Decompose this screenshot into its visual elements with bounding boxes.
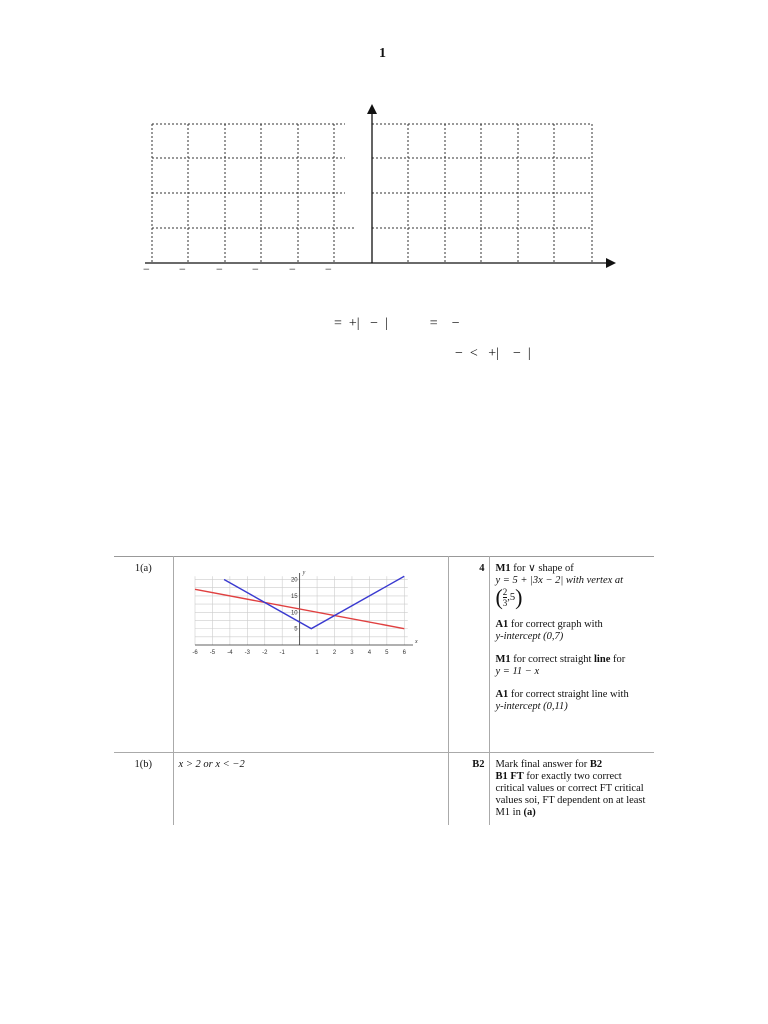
guidance-bold-word: line bbox=[594, 654, 611, 665]
x-tick-label: 3 bbox=[349, 650, 354, 656]
series-line bbox=[224, 576, 404, 628]
guidance-text: Mark final answer for bbox=[495, 759, 588, 770]
x-axis-arrow bbox=[606, 258, 616, 268]
y-tick-label: 15 bbox=[290, 593, 298, 600]
mark-code: B2 bbox=[589, 759, 603, 770]
guidance-reference: (a) bbox=[523, 807, 536, 818]
x-tick-label: 2 bbox=[332, 650, 336, 656]
x-tick-label: -5 bbox=[209, 650, 215, 656]
y-axis-label: y bbox=[302, 570, 305, 576]
guidance-expression: y-intercept (0,11) bbox=[495, 701, 568, 712]
x-axis-label: x bbox=[414, 639, 418, 645]
guidance-text: for correct graph with bbox=[510, 619, 603, 630]
answer-cell: x > 2 or x < −2 bbox=[173, 753, 449, 826]
x-tick-label: 1 bbox=[314, 650, 319, 656]
x-tick-label: 6 bbox=[402, 650, 406, 656]
mark-code: B1 FT bbox=[495, 771, 524, 782]
guidance-text: for correct straight line with bbox=[510, 689, 629, 700]
mark-code: M1 bbox=[495, 654, 511, 665]
mark-scheme-table bbox=[114, 556, 654, 825]
guidance-text: for ∨ shape of bbox=[513, 563, 574, 574]
point-rest: ,5 bbox=[507, 591, 516, 603]
mark-code: A1 bbox=[495, 619, 509, 630]
guidance-cell bbox=[490, 557, 654, 753]
table-row bbox=[114, 753, 654, 826]
x-tick-label: -4 bbox=[226, 650, 233, 656]
part-cell: 1(a) bbox=[114, 557, 173, 753]
guidance-text: for exactly two correct critical values or correct FT critical values soi, FT dependent on at least M1 in bbox=[495, 771, 646, 818]
vertex-point: $(\frac{2}{3},5)$ bbox=[495, 584, 523, 610]
x-tick-label: − bbox=[143, 262, 150, 276]
x-tick-label: 5 bbox=[384, 650, 389, 656]
mark-cell: 4 bbox=[449, 557, 490, 753]
guidance-item bbox=[495, 689, 649, 713]
mark-code: M1 bbox=[495, 563, 511, 574]
table-row bbox=[114, 557, 654, 753]
question-equation-line: = +| − | = − bbox=[334, 316, 460, 331]
guidance-item bbox=[495, 619, 649, 643]
guidance-expression: y = 5 + |3x − 2| with vertex at bbox=[495, 575, 624, 586]
x-tick-label: − bbox=[325, 262, 332, 276]
fraction-denominator: 3 bbox=[502, 598, 508, 608]
x-tick-label: − bbox=[289, 262, 296, 276]
guidance-item bbox=[495, 654, 649, 678]
answer-cell bbox=[173, 557, 449, 753]
y-tick-label: 10 bbox=[290, 610, 298, 617]
x-tick-label: -3 bbox=[244, 650, 250, 656]
x-tick-label: − bbox=[252, 262, 259, 276]
axes bbox=[145, 110, 610, 263]
x-tick-label: -6 bbox=[191, 650, 198, 656]
question-number: 1 bbox=[379, 46, 386, 61]
y-axis-arrow bbox=[367, 104, 377, 114]
x-tick-label: 4 bbox=[367, 650, 371, 656]
mark-cell: B2 bbox=[449, 753, 490, 826]
guidance-text: for bbox=[612, 654, 626, 665]
x-tick-label: -2 bbox=[261, 650, 267, 656]
answer-graph bbox=[187, 565, 423, 665]
part-cell: 1(b) bbox=[114, 753, 173, 826]
guidance-expression: y-intercept (0,7) bbox=[495, 631, 564, 642]
x-tick-label: − bbox=[216, 262, 223, 276]
guidance-text: for correct straight bbox=[513, 654, 592, 665]
guidance-cell bbox=[490, 753, 654, 826]
guidance-expression: y = 11 − x bbox=[495, 666, 540, 677]
mark-code: A1 bbox=[495, 689, 509, 700]
question-inequality-line: − < +| − | bbox=[455, 346, 531, 361]
fraction-numerator: 2 bbox=[502, 587, 508, 597]
negative-x-tick-labels bbox=[143, 262, 343, 276]
x-tick-label: − bbox=[179, 262, 186, 276]
y-tick-label: 20 bbox=[290, 577, 298, 584]
guidance-item bbox=[495, 563, 649, 608]
blank-answer-grid bbox=[140, 100, 620, 280]
y-tick-label: 5 bbox=[293, 626, 298, 633]
x-tick-label: -1 bbox=[279, 650, 285, 656]
